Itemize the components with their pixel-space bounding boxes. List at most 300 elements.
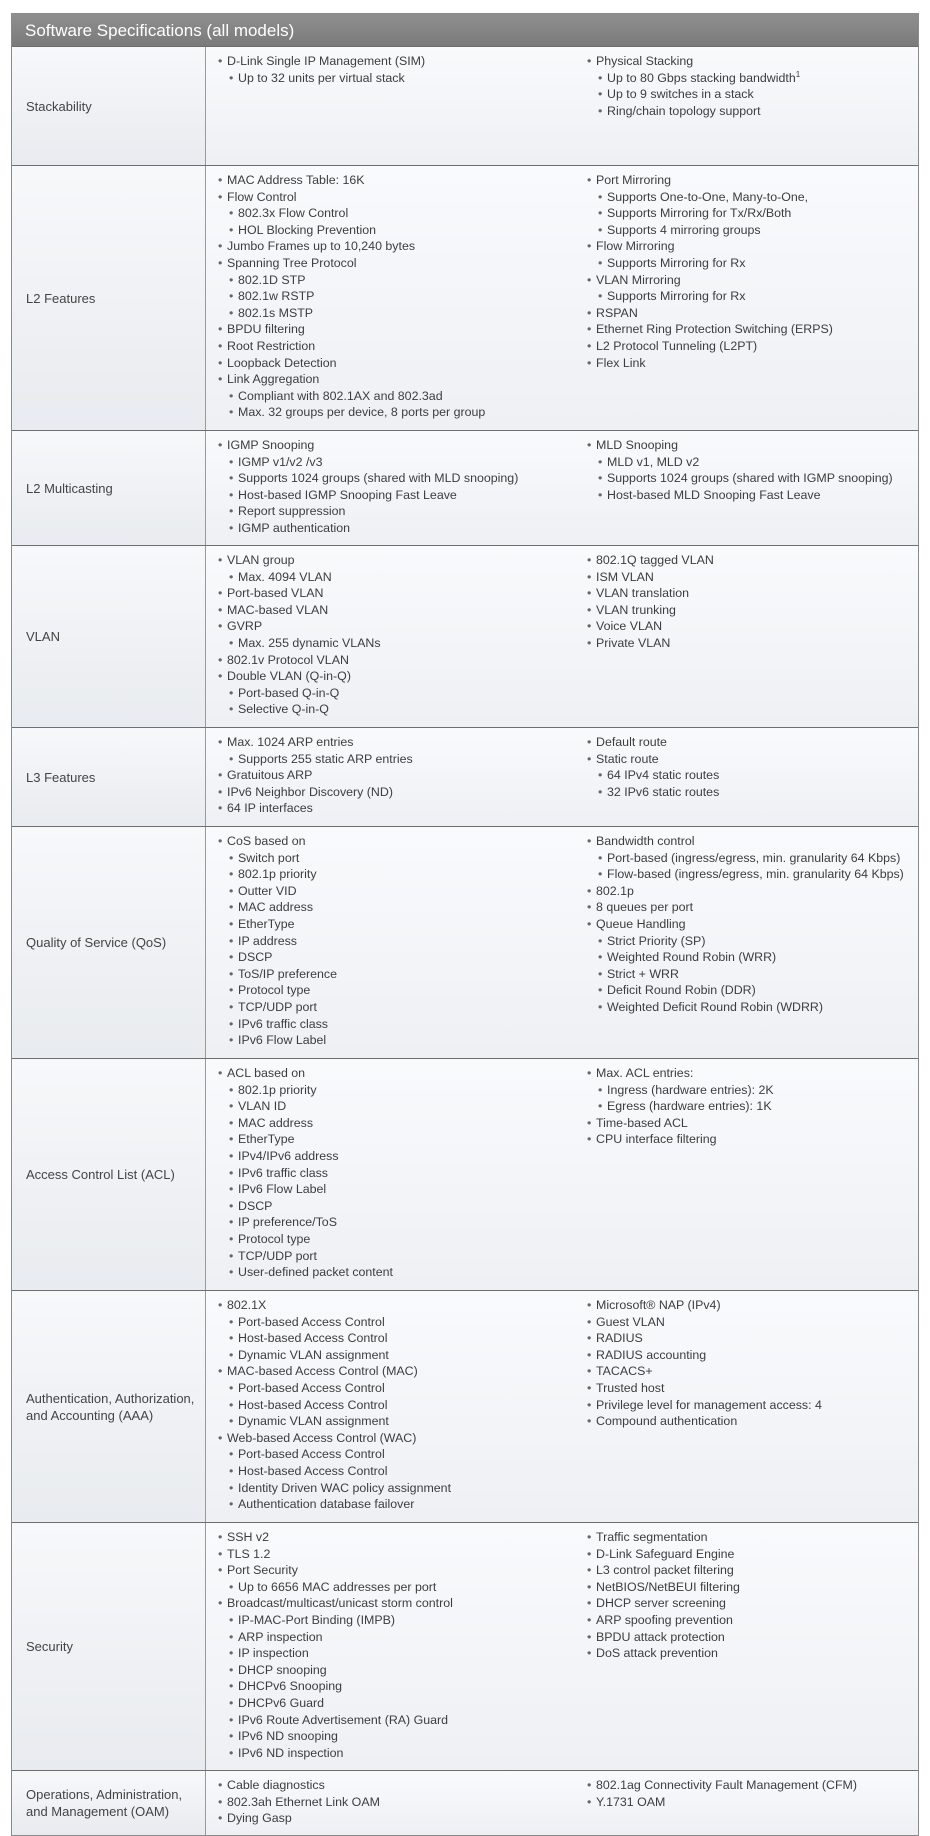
list-item [218, 734, 583, 751]
bullet-icon: • [587, 635, 592, 650]
sub-list-item [218, 899, 583, 916]
item-text: Flex Link [596, 355, 646, 370]
bullet-icon: • [229, 405, 234, 420]
bullet-icon: • [229, 867, 234, 882]
item-text: IPv4/IPv6 address [238, 1148, 339, 1163]
bullet-icon: • [218, 619, 223, 634]
list-item [587, 1314, 918, 1331]
bullet-icon: • [229, 1265, 234, 1280]
bullet-icon: • [218, 1563, 223, 1578]
item-text: Port-based Access Control [238, 1447, 385, 1462]
spec-row [12, 826, 918, 1058]
bullet-icon: • [598, 454, 603, 469]
row-label-text: Quality of Service (QoS) [26, 935, 167, 950]
item-text: IPv6 Flow Label [238, 1182, 327, 1197]
list-item [587, 618, 918, 635]
sub-list-item [218, 1231, 583, 1248]
sub-list-item [587, 933, 918, 950]
bullet-icon: • [229, 1414, 234, 1429]
sub-list-item [218, 1380, 583, 1397]
bullet-icon: • [598, 255, 603, 270]
item-text: IP-MAC-Port Binding (IMPB) [238, 1612, 395, 1627]
row-label [12, 1771, 206, 1835]
item-text: DHCP snooping [238, 1662, 327, 1677]
bullet-icon: • [229, 1397, 234, 1412]
list-item [587, 53, 918, 70]
item-text: Port Security [227, 1563, 298, 1578]
item-text: Host-based Access Control [238, 1397, 388, 1412]
list-item [587, 1645, 918, 1662]
list-item [587, 272, 918, 289]
list-item [218, 1297, 583, 1314]
left-column [206, 1297, 583, 1518]
sub-list-item [218, 1397, 583, 1414]
left-column [206, 53, 583, 161]
list-item [587, 1546, 918, 1563]
sub-list-item [218, 1347, 583, 1364]
sub-list-item [587, 288, 918, 305]
item-text: Loopback Detection [227, 355, 337, 370]
bullet-icon: • [229, 1612, 234, 1627]
sub-list-item [587, 70, 918, 87]
bullet-icon: • [229, 1182, 234, 1197]
item-text: Up to 6656 MAC addresses per port [238, 1579, 437, 1594]
bullet-icon: • [587, 54, 592, 68]
item-text: Max. 255 dynamic VLANs [238, 635, 381, 650]
list-item [587, 1595, 918, 1612]
list-item [218, 1794, 583, 1811]
list-item [218, 172, 583, 189]
item-text: VLAN group [227, 553, 295, 567]
row-label-text: L2 Features [26, 290, 96, 306]
bullet-icon: • [587, 569, 592, 584]
sub-list-item [587, 86, 918, 103]
sub-list-item [218, 70, 583, 87]
item-text: Egress (hardware entries): 1K [607, 1099, 772, 1114]
item-text: GVRP [227, 619, 263, 634]
bullet-icon: • [218, 834, 223, 848]
item-text: L3 control packet filtering [596, 1563, 734, 1578]
item-text: Microsoft® NAP (IPv4) [596, 1298, 721, 1312]
item-text: Supports Mirroring for Tx/Rx/Both [607, 206, 792, 221]
sub-list-item [587, 454, 918, 471]
row-label [12, 431, 206, 545]
sub-list-item [587, 784, 918, 801]
item-text: Queue Handling [596, 916, 686, 931]
bullet-icon: • [587, 1778, 592, 1792]
footnote-marker: 1 [795, 69, 801, 79]
item-text: Up to 32 units per virtual stack [238, 70, 405, 85]
bullet-icon: • [587, 438, 592, 452]
item-text: Weighted Deficit Round Robin (WDRR) [607, 999, 823, 1014]
item-text: Gratuitous ARP [227, 768, 313, 783]
list-item [218, 602, 583, 619]
bullet-icon: • [229, 504, 234, 519]
sub-list-item [218, 205, 583, 222]
bullet-icon: • [587, 305, 592, 320]
bullet-icon: • [598, 206, 603, 221]
bullet-icon: • [229, 1629, 234, 1644]
bullet-icon: • [598, 289, 603, 304]
bullet-icon: • [598, 983, 603, 998]
bullet-icon: • [229, 1712, 234, 1727]
list-item [587, 238, 918, 255]
bullet-icon: • [218, 438, 223, 452]
item-text: IPv6 Neighbor Discovery (ND) [227, 784, 393, 799]
bullet-icon: • [587, 586, 592, 601]
sub-list-item [218, 1413, 583, 1430]
row-label-text: L2 Multicasting [26, 480, 113, 496]
list-item [587, 585, 918, 602]
item-text: Double VLAN (Q-in-Q) [227, 669, 351, 684]
sub-list-item [218, 982, 583, 999]
bullet-icon: • [587, 1414, 592, 1429]
row-label-text: L3 Features [26, 769, 96, 785]
item-text: Strict + WRR [607, 966, 679, 981]
item-text: VLAN translation [596, 586, 689, 601]
list-item [587, 437, 918, 454]
list-item [587, 734, 918, 751]
bullet-icon: • [587, 751, 592, 766]
item-text: Privilege level for management access: 4 [596, 1397, 822, 1412]
list-item [587, 172, 918, 189]
left-column [206, 1529, 583, 1766]
sub-list-item [587, 850, 918, 867]
bullet-icon: • [587, 1563, 592, 1578]
list-item [587, 1347, 918, 1364]
sub-list-item [218, 454, 583, 471]
item-text: CPU interface filtering [596, 1132, 717, 1147]
item-text: Broadcast/multicast/unicast storm control [227, 1596, 453, 1611]
bullet-icon: • [218, 553, 223, 567]
item-text: 802.1p priority [238, 1082, 317, 1097]
bullet-icon: • [587, 916, 592, 931]
item-text: Deficit Round Robin (DDR) [607, 983, 756, 998]
item-text: Dying Gasp [227, 1811, 292, 1826]
bullet-icon: • [587, 272, 592, 287]
list-item [218, 652, 583, 669]
item-text: IGMP Snooping [227, 438, 315, 452]
item-text: Max. 1024 ARP entries [227, 735, 354, 749]
list-item [587, 1777, 918, 1794]
item-text: NetBIOS/NetBEUI filtering [596, 1579, 740, 1594]
sub-list-item [218, 1082, 583, 1099]
item-text: Ring/chain topology support [607, 103, 761, 118]
right-column [583, 552, 918, 723]
sub-list-item [587, 487, 918, 504]
item-text: Host-based IGMP Snooping Fast Leave [238, 487, 457, 502]
list-item [218, 767, 583, 784]
sub-list-item [218, 569, 583, 586]
item-text: Supports 255 static ARP entries [238, 751, 413, 766]
bullet-icon: • [598, 933, 603, 948]
list-item [218, 1777, 583, 1794]
item-text: 802.1X [227, 1298, 267, 1312]
bullet-icon: • [587, 1298, 592, 1312]
item-text: MAC-based Access Control (MAC) [227, 1364, 418, 1379]
item-text: 64 IPv4 static routes [607, 768, 720, 783]
item-text: DHCPv6 Snooping [238, 1679, 343, 1694]
bullet-icon: • [598, 487, 603, 502]
item-text: Supports 1024 groups (shared with MLD snooping) [238, 471, 519, 486]
item-text: MLD Snooping [596, 438, 678, 452]
spec-row [12, 430, 918, 545]
bullet-icon: • [218, 1298, 223, 1312]
sub-list-item [218, 388, 583, 405]
bullet-icon: • [598, 768, 603, 783]
item-text: DoS attack prevention [596, 1646, 718, 1661]
spec-rows [12, 47, 918, 1835]
list-item [218, 321, 583, 338]
bullet-icon: • [218, 173, 223, 187]
item-text: DSCP [238, 1198, 273, 1213]
spec-row [12, 47, 918, 165]
bullet-icon: • [229, 1447, 234, 1462]
bullet-icon: • [229, 1695, 234, 1710]
list-item [587, 916, 918, 933]
right-column [583, 833, 918, 1054]
item-text: 802.1ag Connectivity Fault Management (CFM) [596, 1778, 858, 1792]
item-text: DHCPv6 Guard [238, 1695, 325, 1710]
bullet-icon: • [229, 520, 234, 535]
sub-list-item [218, 305, 583, 322]
sub-list-item [587, 103, 918, 120]
bullet-icon: • [229, 702, 234, 717]
bullet-icon: • [229, 471, 234, 486]
bullet-icon: • [598, 222, 603, 237]
row-content [206, 1771, 918, 1835]
item-text: Spanning Tree Protocol [227, 255, 357, 270]
bullet-icon: • [229, 685, 234, 700]
item-text: MAC address [238, 900, 314, 915]
item-text: Trusted host [596, 1380, 665, 1395]
list-item [587, 899, 918, 916]
left-column [206, 1777, 583, 1831]
bullet-icon: • [598, 87, 603, 102]
item-text: 802.3x Flow Control [238, 206, 349, 221]
item-text: Compound authentication [596, 1414, 738, 1429]
right-column [583, 1065, 918, 1286]
item-text: CoS based on [227, 834, 306, 848]
list-item [587, 833, 918, 850]
bullet-icon: • [229, 1115, 234, 1130]
item-text: Default route [596, 735, 667, 749]
bullet-icon: • [587, 1612, 592, 1627]
sub-list-item [218, 1214, 583, 1231]
sub-list-item [218, 1712, 583, 1729]
item-text: Outter VID [238, 883, 297, 898]
item-text: 64 IP interfaces [227, 801, 313, 816]
bullet-icon: • [587, 1132, 592, 1147]
bullet-icon: • [587, 1364, 592, 1379]
item-text: MAC address [238, 1115, 314, 1130]
right-column [583, 1529, 918, 1766]
bullet-icon: • [229, 222, 234, 237]
bullet-icon: • [229, 933, 234, 948]
list-item [218, 618, 583, 635]
left-column [206, 1065, 583, 1286]
bullet-icon: • [598, 867, 603, 882]
list-item [587, 602, 918, 619]
list-item [218, 1595, 583, 1612]
item-text: Guest VLAN [596, 1314, 665, 1329]
bullet-icon: • [229, 1165, 234, 1180]
bullet-icon: • [229, 1248, 234, 1263]
item-text: ARP inspection [238, 1629, 323, 1644]
bullet-icon: • [229, 966, 234, 981]
bullet-icon: • [218, 1778, 223, 1792]
list-item [218, 355, 583, 372]
sub-list-item [218, 999, 583, 1016]
item-text: DSCP [238, 950, 273, 965]
item-text: Supports Mirroring for Rx [607, 289, 746, 304]
bullet-icon: • [229, 900, 234, 915]
item-text: Bandwidth control [596, 834, 695, 848]
list-item [587, 1380, 918, 1397]
list-item [587, 338, 918, 355]
item-text: TCP/UDP port [238, 1248, 317, 1263]
item-text: 802.3ah Ethernet Link OAM [227, 1794, 380, 1809]
list-item [218, 1363, 583, 1380]
bullet-icon: • [218, 255, 223, 270]
bullet-icon: • [587, 553, 592, 567]
item-text: Jumbo Frames up to 10,240 bytes [227, 239, 416, 254]
sub-list-item [218, 701, 583, 718]
bullet-icon: • [229, 999, 234, 1014]
item-text: User-defined packet content [238, 1265, 393, 1280]
item-text: 802.1D STP [238, 272, 306, 287]
row-label [12, 728, 206, 826]
item-text: EtherType [238, 1132, 295, 1147]
sub-list-item [587, 1082, 918, 1099]
bullet-icon: • [598, 189, 603, 204]
list-item [587, 883, 918, 900]
sub-list-item [218, 1496, 583, 1513]
bullet-icon: • [218, 1066, 223, 1080]
bullet-icon: • [218, 1364, 223, 1379]
list-item [587, 1065, 918, 1082]
list-item [218, 1810, 583, 1827]
left-column [206, 833, 583, 1054]
list-item [587, 1612, 918, 1629]
sub-list-item [218, 949, 583, 966]
sub-list-item [218, 470, 583, 487]
item-text: Weighted Round Robin (WRR) [607, 950, 777, 965]
bullet-icon: • [587, 173, 592, 187]
bullet-icon: • [229, 1729, 234, 1744]
sub-list-item [218, 1264, 583, 1281]
item-text: BPDU attack protection [596, 1629, 725, 1644]
bullet-icon: • [218, 1811, 223, 1826]
bullet-icon: • [587, 1646, 592, 1661]
item-text: 32 IPv6 static routes [607, 784, 720, 799]
bullet-icon: • [218, 801, 223, 816]
row-label [12, 827, 206, 1058]
bullet-icon: • [218, 1794, 223, 1809]
item-text: BPDU filtering [227, 322, 305, 337]
bullet-icon: • [218, 372, 223, 387]
bullet-icon: • [229, 70, 234, 85]
row-label-text: VLAN [26, 629, 60, 644]
bullet-icon: • [587, 1331, 592, 1346]
bullet-icon: • [587, 1596, 592, 1611]
list-item [587, 635, 918, 652]
sub-list-item [218, 1248, 583, 1265]
item-text: Max. 4094 VLAN [238, 569, 332, 584]
sub-list-item [587, 470, 918, 487]
item-text: IPv6 traffic class [238, 1165, 328, 1180]
list-item [587, 569, 918, 586]
bullet-icon: • [229, 883, 234, 898]
item-text: Host-based Access Control [238, 1463, 388, 1478]
row-content [206, 728, 918, 826]
item-text: Port Mirroring [596, 173, 672, 187]
item-text: Ingress (hardware entries): 2K [607, 1082, 774, 1097]
left-column [206, 734, 583, 822]
bullet-icon: • [218, 602, 223, 617]
item-text: RSPAN [596, 305, 638, 320]
bullet-icon: • [587, 900, 592, 915]
item-text: Strict Priority (SP) [607, 933, 706, 948]
item-text: IGMP v1/v2 /v3 [238, 454, 323, 469]
bullet-icon: • [218, 669, 223, 684]
spec-row [12, 1058, 918, 1290]
sub-list-item [218, 1463, 583, 1480]
list-item [218, 1546, 583, 1563]
bullet-icon: • [229, 206, 234, 221]
bullet-icon: • [598, 1082, 603, 1097]
bullet-icon: • [229, 1082, 234, 1097]
list-item [218, 53, 583, 70]
bullet-icon: • [587, 1314, 592, 1329]
bullet-icon: • [218, 1530, 223, 1544]
bullet-icon: • [218, 322, 223, 337]
list-item [587, 1131, 918, 1148]
right-column [583, 172, 918, 426]
spec-row [12, 727, 918, 826]
sub-list-item [218, 933, 583, 950]
bullet-icon: • [587, 1066, 592, 1080]
item-text: 8 queues per port [596, 900, 694, 915]
bullet-icon: • [587, 239, 592, 254]
sub-list-item [218, 850, 583, 867]
sub-list-item [587, 222, 918, 239]
sub-list-item [218, 1098, 583, 1115]
sub-list-item [218, 1148, 583, 1165]
sub-list-item [218, 1446, 583, 1463]
sub-list-item [587, 205, 918, 222]
list-item [218, 437, 583, 454]
sub-list-item [218, 1314, 583, 1331]
bullet-icon: • [587, 338, 592, 353]
item-text: 802.1v Protocol VLAN [227, 652, 349, 667]
item-text: 802.1p [596, 883, 634, 898]
list-item [587, 1297, 918, 1314]
item-text: Port-based Access Control [238, 1314, 385, 1329]
sub-list-item [587, 1098, 918, 1115]
item-text: Time-based ACL [596, 1115, 688, 1130]
item-text: ISM VLAN [596, 569, 654, 584]
right-column [583, 437, 918, 541]
bullet-icon: • [598, 1099, 603, 1114]
bullet-icon: • [587, 1397, 592, 1412]
bullet-icon: • [229, 1314, 234, 1329]
sub-list-item [587, 982, 918, 999]
item-text: Dynamic VLAN assignment [238, 1414, 389, 1429]
bullet-icon: • [229, 635, 234, 650]
item-text: Max. 32 groups per device, 8 ports per group [238, 405, 486, 420]
item-text: Supports 4 mirroring groups [607, 222, 761, 237]
